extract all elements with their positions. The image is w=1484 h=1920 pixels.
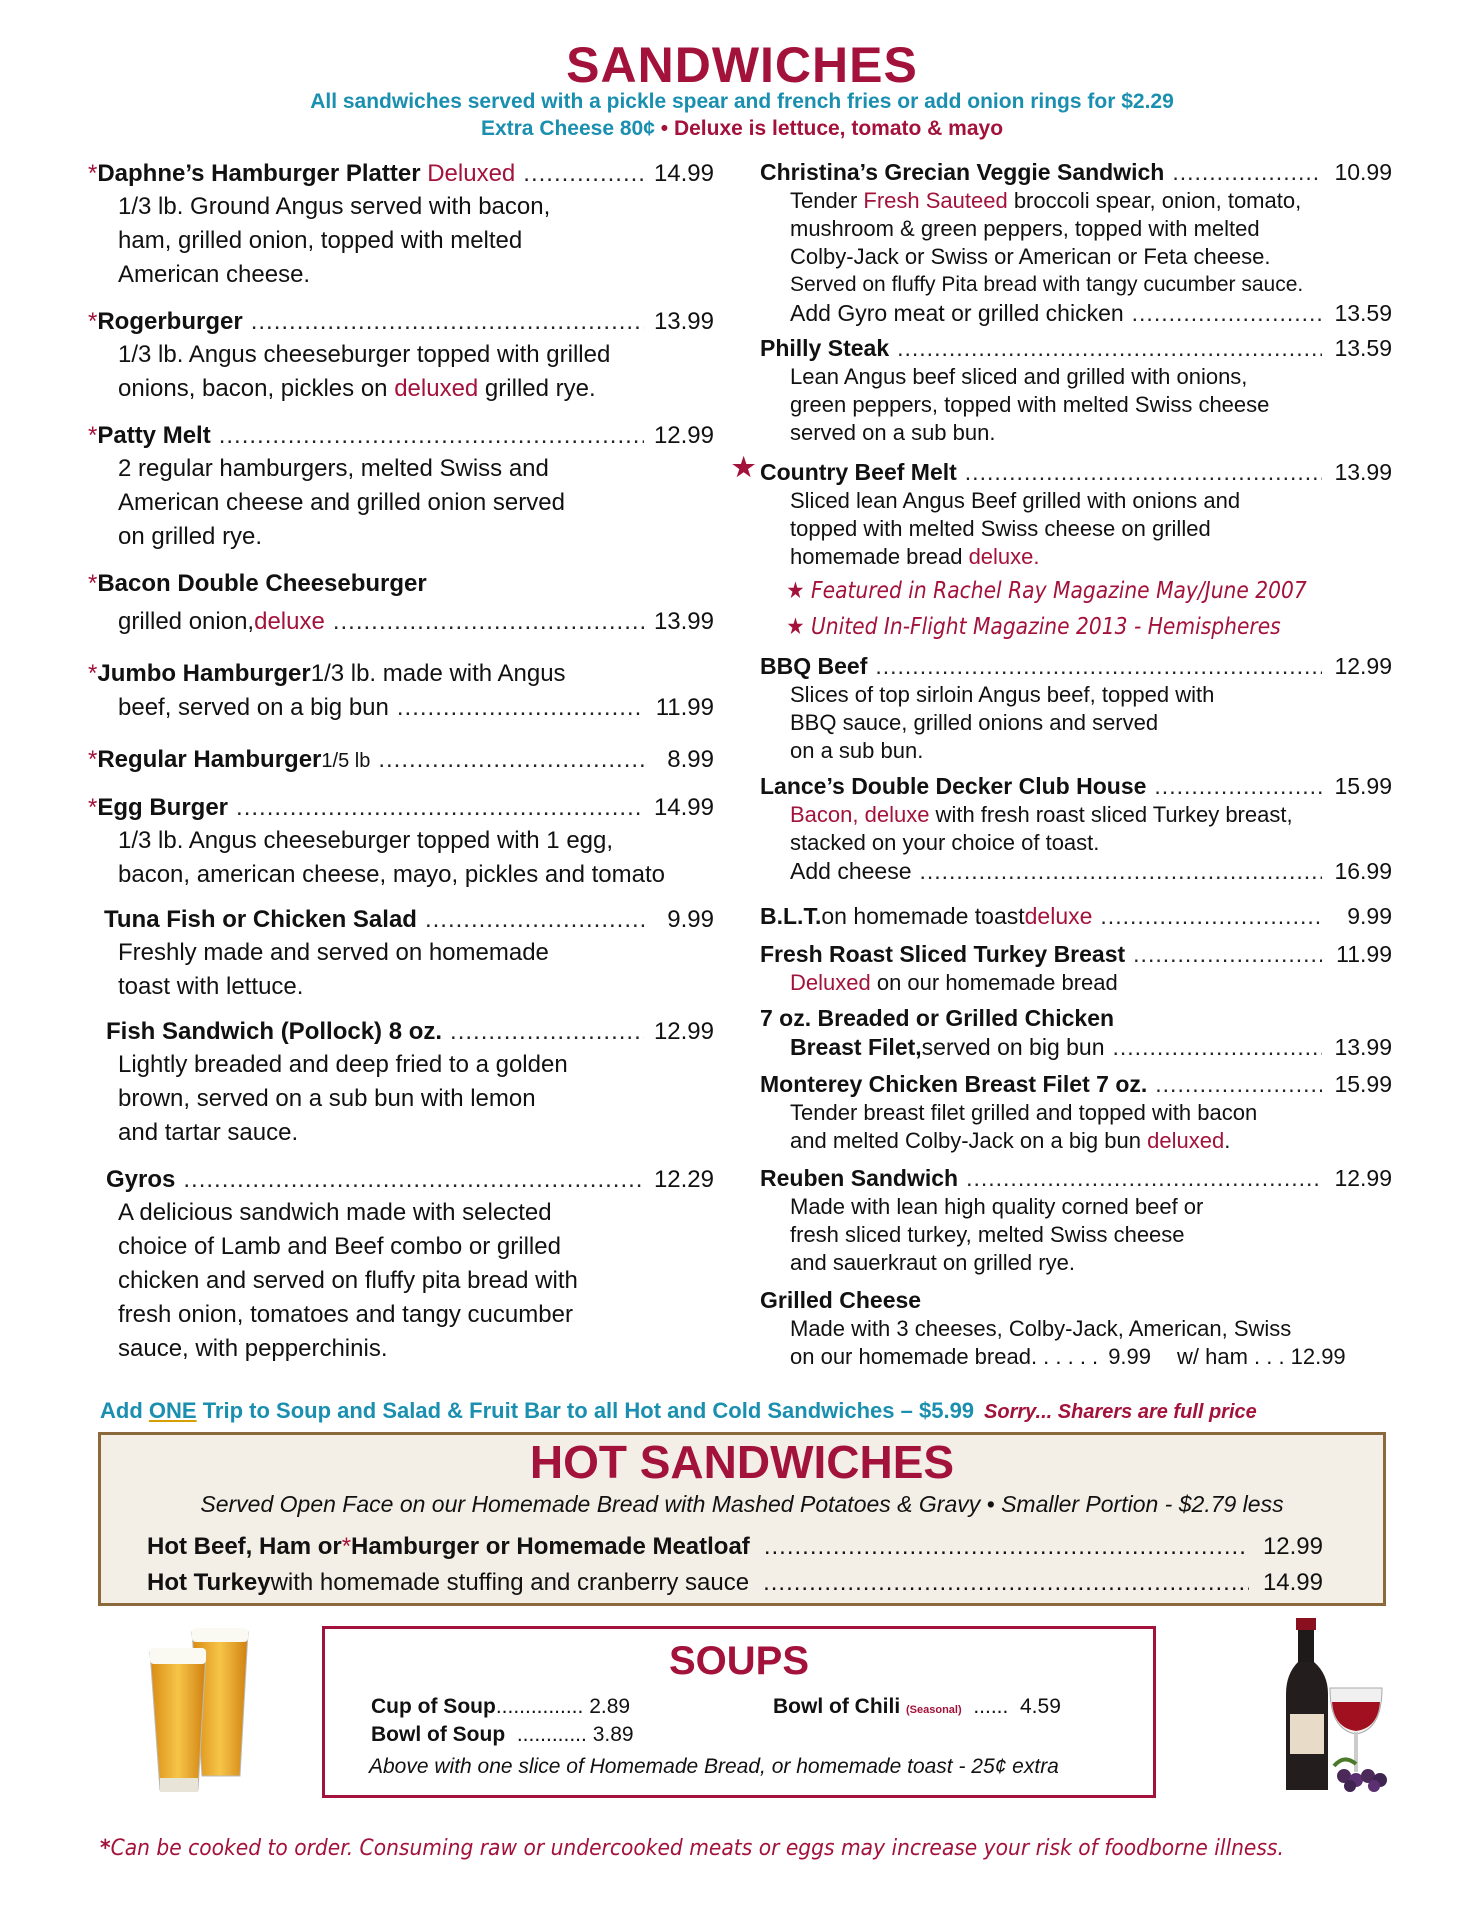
dot-leader [523, 158, 644, 190]
menu-item-egg-burger [88, 792, 714, 892]
item-name: BBQ Beef [760, 653, 868, 679]
featured-rachel-ray: ★ Featured in Rachel Ray Magazine May/June 2007 [786, 578, 1307, 604]
disclaimer-text: Can be cooked to order. Consuming raw or undercooked meats or eggs may increase your risk of foodborne illness. [110, 1836, 1284, 1861]
soup-item-bowl [371, 1723, 634, 1747]
desc-text: on our homemade bread [790, 1344, 1031, 1369]
item-description [104, 936, 714, 1004]
dot-leader: ............... [495, 1695, 584, 1718]
desc-line: green peppers, topped with melted Swiss cheese [790, 392, 1270, 417]
item-note: with homemade stuffing and cranberry sauce [270, 1569, 750, 1596]
desc-text: homemade bread [790, 544, 969, 569]
item-description [760, 363, 1392, 447]
desc-line [790, 801, 1392, 829]
item-description [106, 1196, 714, 1366]
menu-item-fish [106, 1016, 714, 1150]
dot-leader [897, 334, 1322, 363]
desc-highlight: deluxe [254, 608, 325, 635]
item-name: Jumbo Hamburger [97, 660, 311, 687]
item-price: 12.99 [1334, 653, 1392, 679]
item-description [760, 681, 1392, 765]
add-on-price: 16.99 [1334, 858, 1392, 884]
menu-item-christina [760, 158, 1392, 328]
dot-leader [450, 1016, 644, 1048]
desc-line [790, 1127, 1392, 1155]
desc-line: brown, served on a sub bun with lemon [118, 1085, 536, 1112]
add-on-price: 13.59 [1334, 300, 1392, 326]
dot-leader [875, 652, 1322, 681]
desc-line: on grilled rye. [118, 523, 263, 550]
item-name: Hot Beef, Ham or [147, 1533, 342, 1560]
desc-line: Served on fluffy Pita bread with tangy cucumber sauce. [790, 273, 1304, 296]
item-name-cont: Breast Filet, [790, 1034, 922, 1060]
menu-item-country-beef [732, 452, 1392, 645]
desc-line: American cheese. [118, 261, 311, 288]
desc-line: fresh onion, tomatoes and tangy cucumber [118, 1301, 573, 1328]
sides-note: All sandwiches served with a pickle spear and french fries or add onion rings for $2.29 [310, 90, 1174, 113]
item-price: 2.89 [589, 1695, 631, 1718]
item-description [88, 452, 714, 554]
cook-to-order-mark: * [88, 422, 98, 449]
desc-text: with fresh roast sliced Turkey breast, [929, 802, 1293, 827]
item-description [88, 190, 714, 292]
item-price: 15.99 [1334, 1071, 1392, 1097]
dot-leader [1172, 158, 1322, 187]
menu-item-blt [760, 902, 1392, 931]
desc-highlight: deluxe. [968, 544, 1040, 569]
soup-item-cup [371, 1695, 630, 1719]
item-name: Fish Sandwich (Pollock) 8 oz. [106, 1018, 443, 1045]
desc-highlight: Bacon, deluxe [790, 802, 930, 827]
desc-line: mushroom & green peppers, topped with melted [790, 216, 1260, 241]
dot-leader [333, 606, 644, 638]
item-note: on homemade toast [821, 903, 1025, 929]
dot-leader [378, 744, 644, 776]
page-title: SANDWICHES [566, 37, 918, 93]
desc-line: 1/3 lb. Ground Angus served with bacon, [118, 193, 551, 220]
desc-line [118, 372, 714, 406]
menu-item-bacon-double [88, 568, 714, 638]
desc-text: on our homemade bread [870, 970, 1118, 995]
soup-item-chili [773, 1695, 1061, 1719]
item-name: Daphne’s Hamburger Platter [97, 160, 421, 187]
desc-line: Tender breast filet grilled and topped with bacon [790, 1100, 1258, 1125]
desc-line: and sauerkraut on grilled rye. [790, 1250, 1075, 1275]
menu-item-philly [760, 334, 1392, 447]
cook-to-order-mark: * [341, 1533, 352, 1560]
hot-item-beef-ham [147, 1533, 1323, 1561]
dot-leader: . . . . . . [1030, 1344, 1099, 1369]
item-name: Gyros [106, 1166, 176, 1193]
dot-leader [1154, 772, 1322, 801]
sharers-note: Sorry... Sharers are full price [984, 1401, 1257, 1423]
item-price: 15.99 [1334, 773, 1392, 799]
soup-salad-offer [100, 1398, 1257, 1424]
menu-item-monterey [760, 1070, 1392, 1155]
desc-line: chicken and served on fluffy pita bread with [118, 1267, 578, 1294]
item-price: 14.99 [653, 160, 714, 187]
ham-price: 12.99 [1290, 1344, 1346, 1369]
item-price: 13.99 [653, 308, 714, 335]
desc-line: BBQ sauce, grilled onions and served [790, 710, 1159, 735]
desc-line: toast with lettuce. [118, 973, 304, 1000]
menu-item-daphne [88, 158, 714, 292]
dot-leader [919, 857, 1322, 886]
item-price: 13.99 [653, 608, 714, 635]
dot-leader [1100, 902, 1322, 931]
beer-glasses-icon [144, 1626, 254, 1796]
dot-leader [965, 458, 1322, 487]
soups-box [322, 1626, 1156, 1798]
desc-line: 1/3 lb. Angus cheeseburger topped with 1 egg, [118, 827, 614, 854]
menu-item-chicken-filet [760, 1004, 1392, 1062]
ham-option: w/ ham . . . [1177, 1344, 1285, 1369]
item-note: 1/3 lb. made with Angus [310, 660, 566, 687]
desc-line: Freshly made and served on homemade [118, 939, 549, 966]
item-price: 11.99 [1336, 941, 1392, 967]
dot-leader [763, 1569, 1249, 1597]
menu-item-tuna [104, 904, 714, 1004]
cook-to-order-mark: * [88, 660, 98, 687]
desc-line: served on a sub bun. [790, 420, 996, 445]
item-name: Regular Hamburger [97, 746, 322, 773]
wine-bottle-glass-icon [1284, 1618, 1394, 1794]
item-name: Monterey Chicken Breast Filet 7 oz. [760, 1071, 1148, 1097]
item-description [106, 1048, 714, 1150]
hot-sandwiches-title: HOT SANDWICHES [529, 1436, 955, 1488]
item-tag: Deluxed [427, 160, 516, 187]
cook-to-order-mark: * [88, 746, 98, 773]
desc-line [790, 187, 1392, 215]
cook-to-order-mark: * [88, 308, 98, 335]
item-price: 4.59 [1020, 1695, 1061, 1718]
desc-text: Tender [790, 188, 864, 213]
item-price: 13.59 [1334, 335, 1392, 361]
desc-line: 1/3 lb. Angus cheeseburger topped with grilled [118, 341, 611, 368]
desc-text: . [1224, 1128, 1231, 1153]
item-name: Bacon Double Cheeseburger [97, 570, 427, 597]
offer-text: Trip to Soup and Salad & Fruit Bar to all Hot and Cold Sandwiches – $5.99 [196, 1398, 975, 1423]
menu-item-regular [88, 744, 714, 777]
item-price: 11.99 [655, 694, 714, 721]
desc-text: and melted Colby-Jack on a big bun [790, 1128, 1148, 1153]
item-name: Patty Melt [97, 422, 211, 449]
desc-line: sauce, with pepperchinis. [118, 1335, 388, 1362]
desc-line: Lightly breaded and deep fried to a golden [118, 1051, 568, 1078]
item-description [760, 1315, 1392, 1371]
dot-leader [425, 904, 644, 936]
desc-line: American cheese and grilled onion served [118, 489, 565, 516]
menu-item-patty-melt [88, 420, 714, 554]
dot-leader [236, 792, 644, 824]
item-price: 12.29 [653, 1166, 714, 1193]
item-price: 9.99 [667, 906, 714, 933]
item-name: Rogerburger [97, 308, 243, 335]
desc-line: bacon, american cheese, mayo, pickles and tomato [118, 861, 665, 888]
desc-text: broccoli spear, onion, tomato, [1007, 188, 1302, 213]
desc-line: choice of Lamb and Beef combo or grilled [118, 1233, 561, 1260]
item-name: Grilled Cheese [760, 1287, 922, 1313]
desc-highlight: Fresh Sauteed [863, 188, 1008, 213]
item-description [760, 969, 1392, 997]
desc-line [790, 543, 1392, 571]
item-description [88, 338, 714, 406]
dot-leader [183, 1164, 644, 1196]
menu-item-lance-club [760, 772, 1392, 886]
menu-item-bbq-beef [760, 652, 1392, 765]
desc-text: grilled onion, [118, 608, 255, 635]
deluxe-note: Deluxe is lettuce, tomato & mayo [673, 117, 1004, 140]
add-on-text: Add Gyro meat or grilled chicken [790, 300, 1124, 326]
item-price: 14.99 [653, 794, 714, 821]
dot-leader [1132, 299, 1322, 328]
item-name: Egg Burger [97, 794, 229, 821]
dot-leader [1155, 1070, 1322, 1099]
desc-highlight: Deluxed [790, 970, 871, 995]
desc-line: on a sub bun. [790, 738, 924, 763]
food-safety-disclaimer [100, 1836, 1284, 1861]
extras-note [0, 117, 1484, 141]
item-price: 8.99 [667, 746, 714, 773]
desc-line: Sliced lean Angus Beef grilled with onions and [790, 488, 1241, 513]
offer-text: Add [100, 1398, 149, 1423]
item-name: Hamburger or Homemade Meatloaf [351, 1533, 750, 1560]
extra-cheese-note: Extra Cheese 80¢ [480, 117, 655, 140]
dot-leader [219, 420, 644, 452]
item-tag: deluxe [1024, 903, 1093, 929]
dot-leader [397, 692, 644, 724]
desc-line [790, 1343, 1392, 1371]
item-name: Philly Steak [760, 335, 890, 361]
hot-item-turkey [147, 1569, 1323, 1597]
desc-line: and tartar sauce. [118, 1119, 299, 1146]
cook-to-order-mark: * [88, 794, 98, 821]
item-name: Hot Turkey [147, 1569, 271, 1596]
desc-line: Slices of top sirloin Angus beef, topped with [790, 682, 1215, 707]
desc-highlight: deluxed [1147, 1128, 1225, 1153]
desc-line: stacked on your choice of toast. [790, 830, 1100, 855]
desc-line [790, 969, 1392, 997]
item-price: 13.99 [1334, 1034, 1392, 1060]
item-name: Lance’s Double Decker Club House [760, 773, 1147, 799]
menu-item-reuben [760, 1164, 1392, 1277]
add-on-text: Add cheese [790, 858, 912, 884]
desc-line: topped with melted Swiss cheese on grilled [790, 516, 1211, 541]
item-price: 12.99 [653, 422, 714, 449]
menu-item-gyros [106, 1164, 714, 1366]
soups-title: SOUPS [668, 1639, 810, 1683]
dot-leader [966, 1164, 1322, 1193]
desc-line: Colby-Jack or Swiss or American or Feta cheese. [790, 244, 1271, 269]
item-name: Cup of Soup [371, 1695, 496, 1718]
dot-leader [1133, 940, 1322, 969]
hot-sandwiches-note: Served Open Face on our Homemade Bread with Mashed Potatoes & Gravy • Smaller Portion - $2.79 less [200, 1491, 1284, 1517]
item-name: Christina’s Grecian Veggie Sandwich [760, 159, 1165, 185]
dot-leader [1113, 1033, 1322, 1062]
offer-emphasis: ONE [148, 1398, 197, 1423]
desc-line: Made with 3 cheeses, Colby-Jack, American, Swiss [790, 1316, 1292, 1341]
item-name: Fresh Roast Sliced Turkey Breast [760, 941, 1126, 967]
featured-united: ★ United In-Flight Magazine 2013 - Hemispheres [786, 614, 1281, 640]
item-name: Tuna Fish or Chicken Salad [104, 906, 417, 933]
dot-leader: ............ [516, 1723, 587, 1746]
hot-sandwiches-box [98, 1432, 1386, 1606]
desc-line: fresh sliced turkey, melted Swiss cheese [790, 1222, 1185, 1247]
item-name: Country Beef Melt [760, 459, 957, 485]
desc-text: grilled rye. [478, 375, 596, 402]
menu-item-grilled-cheese [760, 1286, 1392, 1371]
menu-item-jumbo [88, 658, 714, 724]
item-name: B.L.T. [760, 903, 822, 929]
note-separator: • [654, 117, 674, 140]
desc-line: A delicious sandwich made with selected [118, 1199, 552, 1226]
item-price: 3.89 [592, 1723, 634, 1746]
item-price: 9.99 [1108, 1344, 1152, 1369]
desc-line: Lean Angus beef sliced and grilled with onions, [790, 364, 1248, 389]
menu-item-turkey-breast [760, 940, 1392, 997]
item-price: 13.99 [1334, 459, 1392, 485]
item-description [760, 187, 1392, 299]
item-name: Bowl of Soup [371, 1723, 506, 1746]
dot-leader [764, 1533, 1249, 1561]
item-description [760, 1099, 1392, 1155]
menu-item-rogerburger [88, 306, 714, 406]
dot-leader [251, 306, 644, 338]
dot-leader: ...... [973, 1695, 1009, 1718]
item-price: 12.99 [1334, 1165, 1392, 1191]
desc-line: ham, grilled onion, topped with melted [118, 227, 523, 254]
desc-text: onions, bacon, pickles on [118, 375, 395, 402]
soup-bread-note: Above with one slice of Homemade Bread, or homemade toast - 25¢ extra [369, 1755, 1059, 1778]
item-price: 12.99 [1262, 1533, 1323, 1560]
item-price: 10.99 [1334, 159, 1392, 185]
cook-to-order-mark: * [88, 160, 98, 187]
item-price: 9.99 [1347, 903, 1392, 929]
item-name: Bowl of Chili [773, 1695, 901, 1718]
item-price: 14.99 [1262, 1569, 1323, 1596]
item-name: Reuben Sandwich [760, 1165, 959, 1191]
item-note: served on big bun [921, 1034, 1105, 1060]
desc-text: beef, served on a big bun [118, 694, 389, 721]
item-description [88, 824, 714, 892]
seasonal-note: (Seasonal) [906, 1704, 962, 1716]
featured-star-icon: ★ [732, 452, 756, 482]
item-description [760, 487, 1392, 571]
item-description [760, 1193, 1392, 1277]
item-price: 12.99 [653, 1018, 714, 1045]
desc-highlight: deluxed [394, 375, 479, 402]
item-name: 7 oz. Breaded or Grilled Chicken [760, 1005, 1115, 1031]
desc-line: 2 regular hamburgers, melted Swiss and [118, 455, 549, 482]
desc-line: Made with lean high quality corned beef or [790, 1194, 1204, 1219]
cook-to-order-mark: * [88, 570, 98, 597]
item-description [760, 801, 1392, 857]
cook-to-order-mark: * [100, 1836, 111, 1861]
item-note: 1/5 lb [321, 750, 371, 772]
